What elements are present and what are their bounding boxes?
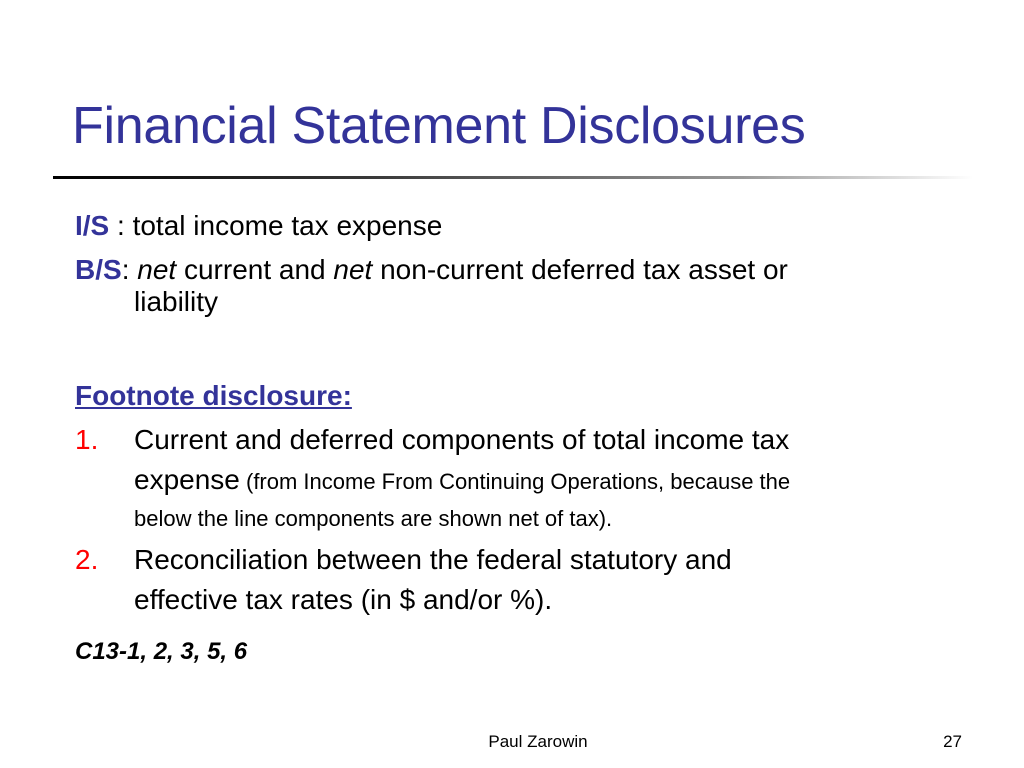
- page-number: 27: [943, 732, 962, 751]
- item-2-line-2: effective tax rates (in $ and/or %).: [134, 584, 553, 615]
- title-divider: [53, 176, 973, 179]
- bs-end: non-current deferred tax asset or: [372, 254, 788, 285]
- numbered-item-1: [75, 420, 975, 536]
- item-1-main: expense: [134, 464, 240, 495]
- item-1-line-2: [134, 460, 975, 502]
- is-label: I/S: [75, 210, 110, 241]
- item-number-1: 1.: [75, 424, 99, 455]
- item-1-small: (from Income From Continuing Operations, because the: [239, 469, 791, 494]
- author-name: Paul Zarowin: [488, 732, 588, 751]
- footer-author: [0, 732, 1024, 752]
- bs-net-2: net: [333, 254, 373, 285]
- item-1-line-3: below the line components are shown net of tax).: [134, 506, 613, 531]
- footnote-heading: Footnote disclosure:: [75, 380, 352, 411]
- is-text: : total income tax expense: [109, 210, 443, 241]
- bs-net-1: net: [137, 254, 177, 285]
- case-reference: C13-1, 2, 3, 5, 6: [75, 638, 248, 665]
- income-statement-line: [75, 204, 975, 248]
- item-2-line-1: Reconciliation between the federal statutory and: [134, 544, 732, 575]
- bs-label: B/S: [75, 254, 122, 285]
- numbered-item-2: [75, 540, 975, 620]
- bs-wrap-line: liability: [134, 286, 219, 317]
- item-number-2: 2.: [75, 544, 99, 575]
- spacer: [75, 320, 975, 376]
- slide-body: [75, 204, 975, 670]
- slide-title: Financial Statement Disclosures: [72, 97, 806, 155]
- bs-mid: current and: [176, 254, 334, 285]
- item-1-line-1: Current and deferred components of total income tax: [134, 424, 790, 455]
- bs-colon: :: [121, 254, 138, 285]
